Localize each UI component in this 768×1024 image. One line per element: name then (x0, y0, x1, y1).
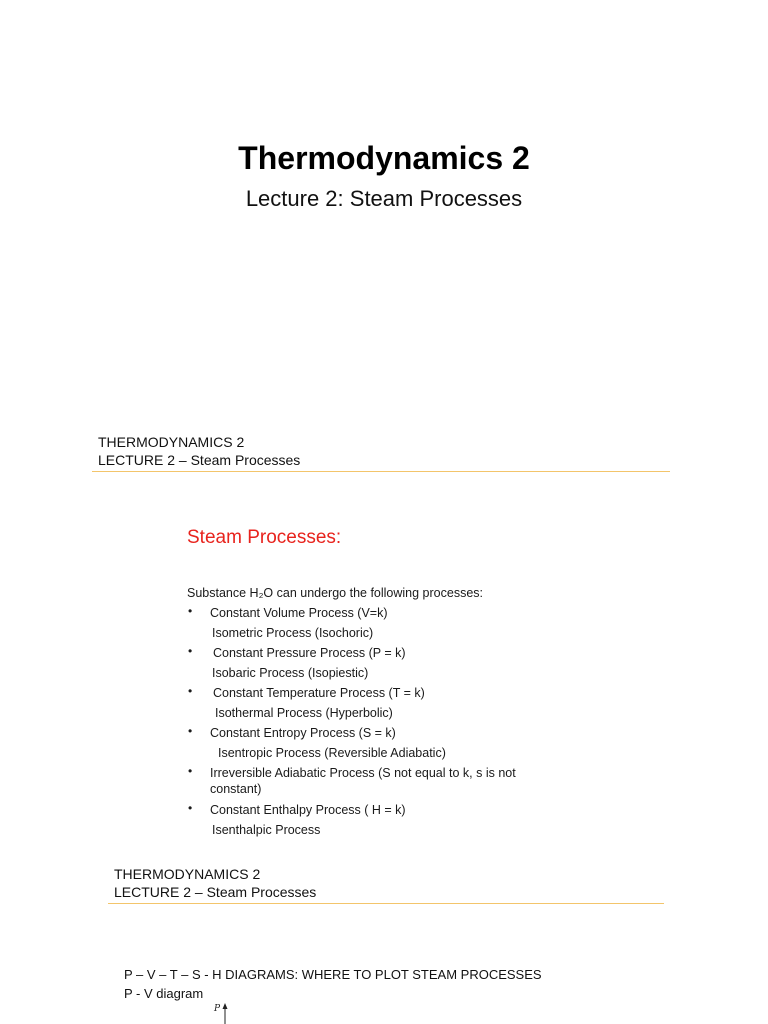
slide2-header-divider (108, 903, 664, 904)
process-item-constant-volume: Constant Volume Process (V=k) (210, 606, 388, 620)
process-item-constant-pressure: Constant Pressure Process (P = k) (213, 646, 406, 660)
bullet-icon: • (188, 644, 193, 658)
slide1-header-divider (92, 471, 670, 472)
process-item-constant-temperature: Constant Temperature Process (T = k) (213, 686, 425, 700)
process-item-irreversible-adiabatic-cont: constant) (210, 782, 262, 796)
page-subtitle: Lecture 2: Steam Processes (245, 186, 523, 211)
slide2-header-lecture: LECTURE 2 – Steam Processes (114, 884, 317, 900)
bullet-icon: • (188, 684, 193, 698)
bullet-icon: • (188, 764, 193, 778)
process-alias-isobaric: Isobaric Process (Isopiestic) (212, 666, 369, 680)
page-title: Thermodynamics 2 (238, 140, 530, 176)
process-alias-isentropic: Isentropic Process (Reversible Adiabatic) (218, 746, 446, 760)
process-alias-isometric: Isometric Process (Isochoric) (212, 626, 374, 640)
process-item-constant-entropy: Constant Entropy Process (S = k) (210, 726, 396, 740)
p-axis-label: P (214, 1004, 221, 1014)
process-alias-isenthalpic: Isenthalpic Process (212, 823, 321, 837)
pv-diagram-label: P - V diagram (124, 986, 204, 1001)
processes-intro: Substance H₂O can undergo the following processes: (187, 586, 483, 600)
process-item-constant-enthalpy: Constant Enthalpy Process ( H = k) (210, 803, 406, 817)
slide2-header-course: THERMODYNAMICS 2 (114, 866, 261, 882)
process-item-irreversible-adiabatic: Irreversible Adiabatic Process (S not equal to k, s is not (210, 766, 516, 780)
steam-processes-heading: Steam Processes: (187, 527, 342, 548)
bullet-icon: • (188, 801, 193, 815)
pv-axis-arrow (220, 1003, 230, 1024)
bullet-icon: • (188, 724, 193, 738)
slide1-header-course: THERMODYNAMICS 2 (98, 434, 245, 450)
process-alias-isothermal: Isothermal Process (Hyperbolic) (215, 706, 393, 720)
slide1-header-lecture: LECTURE 2 – Steam Processes (98, 452, 301, 468)
bullet-icon: • (188, 604, 193, 618)
diagrams-heading: P – V – T – S - H DIAGRAMS: WHERE TO PLOT STEAM PROCESSES (124, 967, 542, 982)
